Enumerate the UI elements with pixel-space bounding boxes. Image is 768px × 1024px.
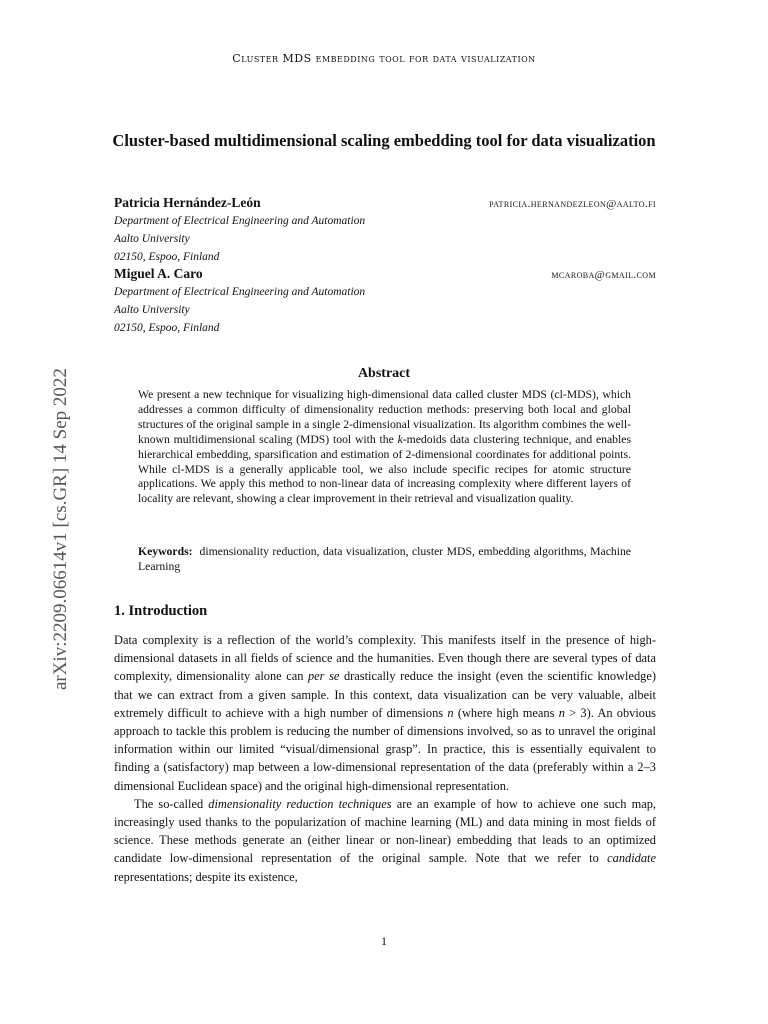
keywords-list: dimensionality reduction, data visualization, cluster MDS, embedding algorithms, Machine Learning <box>138 545 631 573</box>
text-run: > 3). An obvious approach to tackle this problem is reducing the number of dimensions involved, so as to unravel the original information within our limited “visual/dimensional grasp”. In practice, this is essentially equivalent to finding a (satisfactory) map between a low-dimensional representation of the data (preferably within a 2–3 dimensional Euclidean space) and the original high-dimensional representation. <box>114 705 657 793</box>
paragraph <box>114 795 656 886</box>
affiliation-line: Aalto University <box>114 304 190 316</box>
author-affiliation <box>114 283 656 337</box>
author-block-1 <box>114 195 656 266</box>
author-name: Miguel A. Caro <box>114 266 203 281</box>
text-run: representations; despite its existence, <box>114 869 298 884</box>
author-block-2 <box>114 266 656 337</box>
affiliation-line: Department of Electrical Engineering and Automation <box>114 215 366 227</box>
abstract-heading: Abstract <box>357 366 411 381</box>
running-head: Cluster MDS embedding tool for data visualization <box>232 52 536 65</box>
author-email[interactable]: patricia.hernandezleon@aalto.fi <box>489 198 656 210</box>
paper-title: Cluster-based multidimensional scaling embedding tool for data visualization <box>112 131 656 150</box>
author-affiliation <box>114 212 656 266</box>
introduction-body <box>114 631 656 886</box>
affiliation-line: 02150, Espoo, Finland <box>114 251 220 263</box>
text-run: (where high means <box>453 705 559 720</box>
text-run: The so-called <box>134 796 209 811</box>
section-heading-introduction: 1. Introduction <box>114 603 208 619</box>
text-run: Data complexity is a reflection of the world’s complexity. This manifests itself in the presence of high-dimensional datasets in all fields of science and the humanities. Even though there are several types of data complexity, dimensionality alone can <box>114 633 656 684</box>
arxiv-identifier: arXiv:2209.06614v1 [cs.GR] 14 Sep 2022 <box>50 368 71 690</box>
author-email[interactable]: mcaroba@gmail.com <box>551 269 656 281</box>
author-name: Patricia Hernández-León <box>114 195 261 210</box>
math-variable: n <box>558 705 565 720</box>
keywords-label: Keywords: <box>138 545 193 558</box>
paragraph <box>114 631 656 795</box>
text-emphasis: candidate <box>607 851 656 866</box>
text-emphasis: dimensionality reduction techniques <box>208 796 392 811</box>
text-run: are an example of how to achieve one such map, increasingly used thanks to the popularization of machine learning (ML) and data mining in most fields of science. These methods generate an (either linear or non-linear) embedding that leads to an optimized candidate low-dimensional representation of the original sample. Note that we refer to <box>114 796 657 866</box>
page-number: 1 <box>381 934 387 948</box>
text-emphasis: per se <box>307 669 340 684</box>
math-variable: n <box>447 705 454 720</box>
abstract-k: k <box>397 432 403 446</box>
affiliation-line: Aalto University <box>114 233 190 245</box>
abstract-part: We present a new technique for visualizing high-dimensional data called cluster MDS (cl-MDS), which addresses a common difficulty of dimensionality reduction methods: preserving both local and global structures of the original sample in a single 2-dimensional visualization. Its algorithm combines the well-known multidimensional scaling (MDS) tool with the <box>138 388 631 446</box>
affiliation-line: 02150, Espoo, Finland <box>114 322 220 334</box>
keywords <box>138 545 631 575</box>
abstract-text <box>138 388 631 507</box>
abstract-part: -medoids data clustering technique, and enables hierarchical embedding, sparsification and estimation of 2-dimensional coordinates for additional points. While cl-MDS is a generally applicable tool, we also include specific recipes for atomic structure applications. We apply this method to non-linear data of increasing complexity where different layers of locality are relevant, showing a clear improvement in their retrieval and visualization quality. <box>138 432 631 506</box>
text-run: drastically reduce the insight (even the scientific knowledge) that we can extract from a given sample. In this context, data visualization can be very valuable, albeit extremely difficult to achieve with a high number of dimensions <box>114 669 656 720</box>
affiliation-line: Department of Electrical Engineering and Automation <box>114 286 366 298</box>
